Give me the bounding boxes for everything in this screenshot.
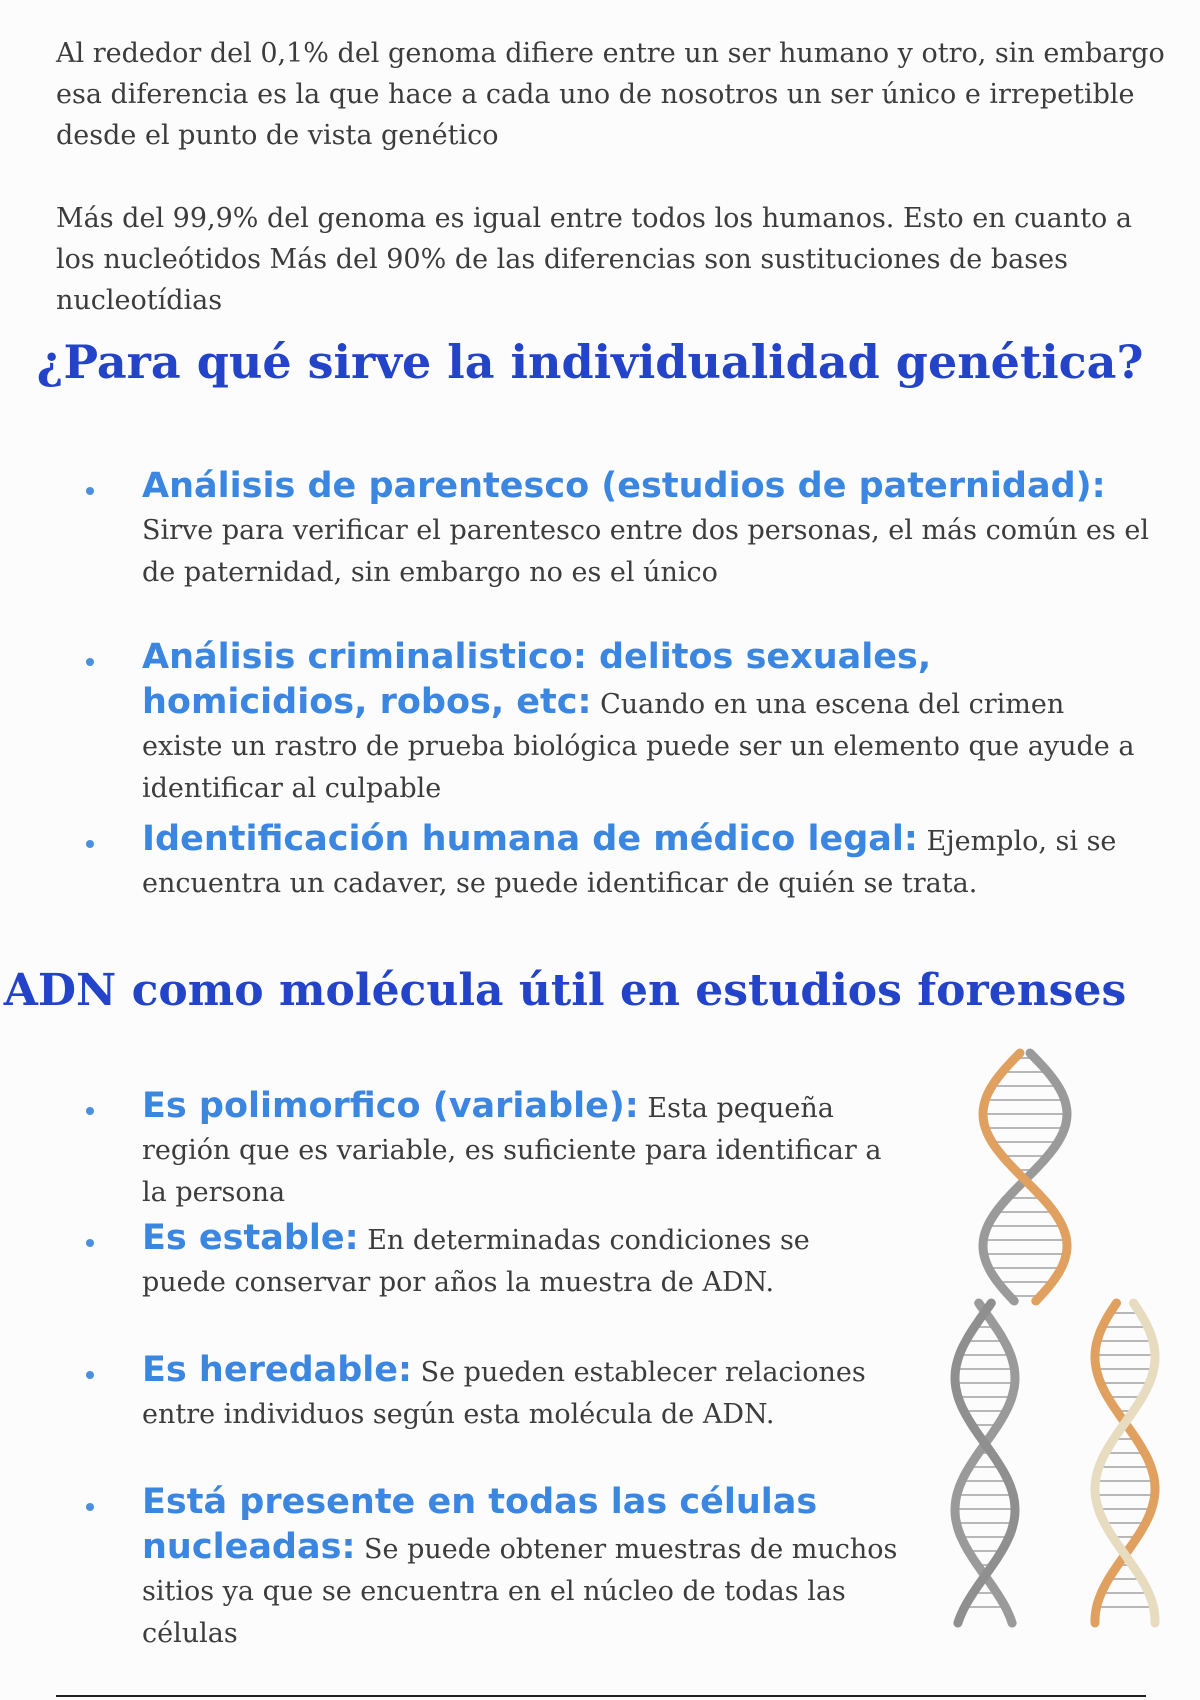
section-2-heading: ADN como molécula útil en estudios forenses xyxy=(3,965,1127,1016)
item-description: En determinadas condiciones se puede conservar por años la muestra de ADN. xyxy=(142,1225,810,1298)
item-description: Esta pequeña región que es variable, es suficiente para identificar a la persona xyxy=(142,1093,882,1208)
bullet-icon xyxy=(86,487,94,495)
item-term: Identificación humana de médico legal: xyxy=(142,819,918,859)
item-term: Es polimorfico (variable): xyxy=(142,1086,639,1126)
bullet-icon xyxy=(86,658,94,666)
bullet-icon xyxy=(86,1503,94,1511)
bullet-icon xyxy=(86,1371,94,1379)
item-description: Se puede obtener muestras de muchos sitios ya que se encuentra en el núcleo de todas las células xyxy=(142,1534,898,1649)
item-term: Es heredable: xyxy=(142,1350,413,1390)
bottom-divider xyxy=(56,1695,1146,1697)
item-description: Sirve para verificar el parentesco entre dos personas, el más común es el de paternidad, sin embargo no es el único xyxy=(142,515,1149,588)
item-description: Se pueden establecer relaciones entre individuos según esta molécula de ADN. xyxy=(142,1357,866,1430)
item-description: Cuando en una escena del crimen existe un rastro de prueba biológica puede ser un elemento que ayude a identificar al culpable xyxy=(142,689,1135,804)
bullet-icon xyxy=(86,1107,94,1115)
intro-paragraph-2: Más del 99,9% del genoma es igual entre todos los humanos. Esto en cuanto a los nucleótidos Más del 90% de las diferencias son sustituciones de bases nucleotídias xyxy=(56,203,1132,316)
bullet-icon xyxy=(86,840,94,848)
item-term: Está presente en todas las células nucleadas: xyxy=(142,1482,818,1567)
intro-paragraph-1: Al rededor del 0,1% del genoma difiere entre un ser humano y otro, sin embargo esa diferencia es la que hace a cada uno de nosotros un ser único e irrepetible desde el punto de vista genético xyxy=(56,38,1165,151)
dna-helix-icon xyxy=(945,1048,1167,1628)
item-term: Es estable: xyxy=(142,1218,359,1258)
item-description: Ejemplo, si se encuentra un cadaver, se puede identificar de quién se trata. xyxy=(142,826,1117,899)
item-term: Análisis de parentesco (estudios de paternidad): xyxy=(142,466,1106,506)
item-term: Análisis criminalistico: delitos sexuales, homicidios, robos, etc: xyxy=(142,637,932,722)
section-1-heading: ¿Para qué sirve la individualidad genética? xyxy=(36,335,1144,389)
bullet-icon xyxy=(86,1239,94,1247)
